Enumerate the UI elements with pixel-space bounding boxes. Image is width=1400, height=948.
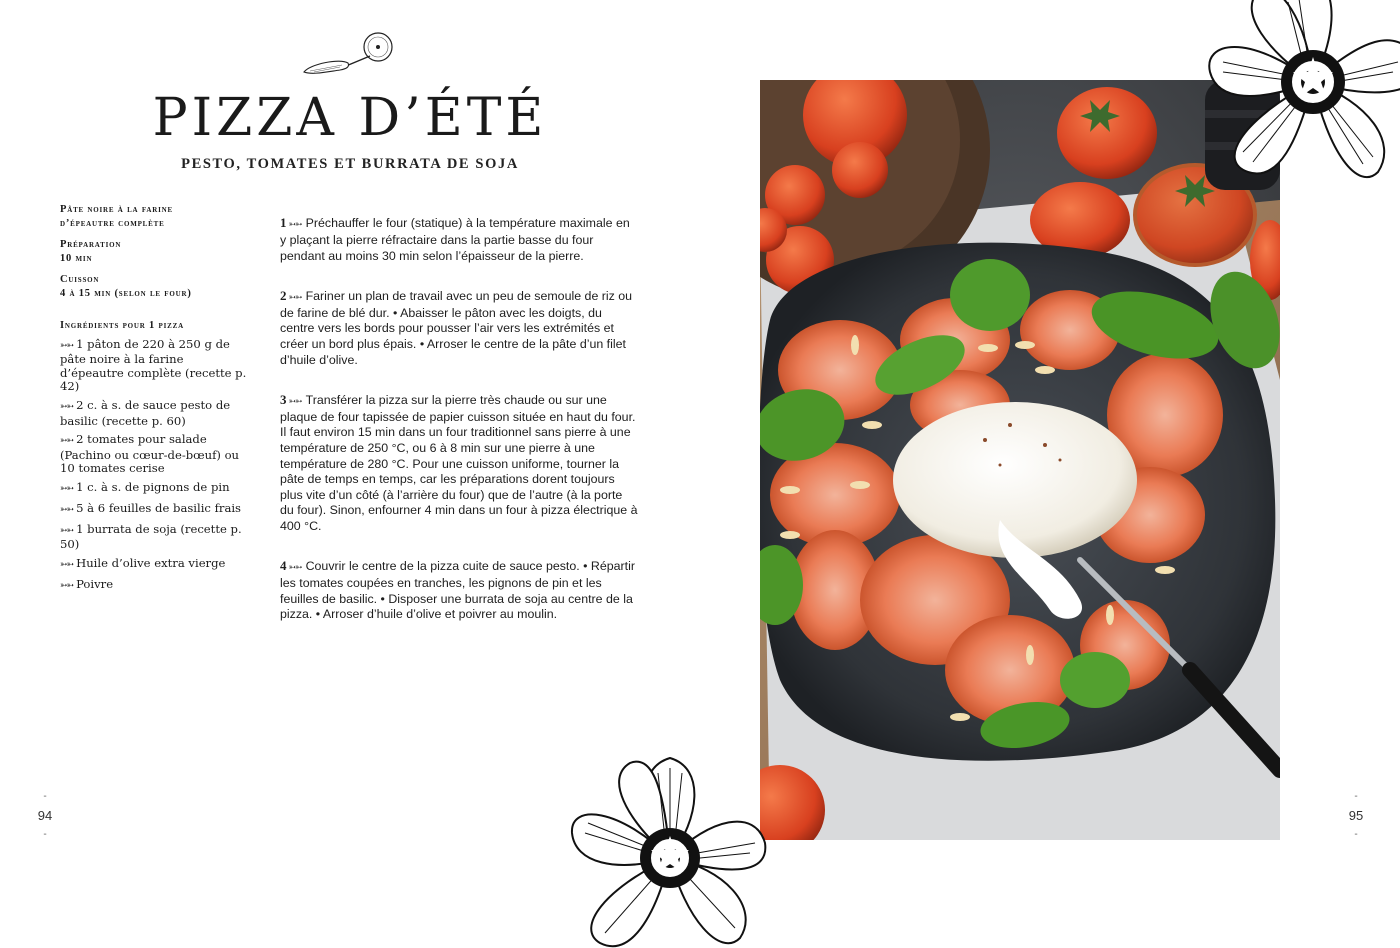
dough-label-continued: d’épeautre complète bbox=[60, 218, 165, 229]
ingredient-item: ➳➳ 1 c. à s. de pignons de pin bbox=[60, 480, 230, 495]
pizza-cutter-icon bbox=[300, 30, 400, 78]
ingredient-item: ➳➳ 5 à 6 feuilles de basilic frais bbox=[60, 501, 242, 516]
double-arrow-icon: ➳➳ bbox=[288, 396, 302, 407]
prep-time: 10 min bbox=[60, 253, 93, 264]
step-2: 2 ➳➳ Fariner un plan de travail avec un peu de semoule de riz ou de farine de blé dur. • Abaisser le pâton avec les doigts, du centre vers les bords pour pousser l’air vers les extrémités et créer un bord plus épais. • Arroser le centre de la pâte d’un filet d’huile d’olive. bbox=[280, 288, 633, 367]
ingredient-item: ➳➳ Poivre bbox=[60, 577, 114, 592]
flower-illustration-top bbox=[1198, 0, 1400, 192]
double-arrow-icon: ➳➳ bbox=[288, 562, 302, 573]
ingredient-list bbox=[60, 338, 250, 594]
step-1: 1 ➳➳ Préchauffer le four (statique) à la température maximale en y plaçant la pierre réfractaire dans la partie basse du four pendant au moins 30 min selon l’épaisseur de la pierre. bbox=[280, 215, 630, 263]
double-arrow-icon: ➳➳ bbox=[60, 402, 74, 413]
double-arrow-icon: ➳➳ bbox=[60, 525, 74, 536]
recipe-title: PIZZA D’ÉTÉ bbox=[152, 88, 548, 148]
double-arrow-icon: ➳➳ bbox=[60, 581, 74, 592]
recipe-sidebar bbox=[60, 203, 250, 599]
ingredients-title: Ingrédients pour 1 pizza bbox=[60, 320, 184, 331]
pizza-photo bbox=[760, 80, 1280, 840]
recipe-steps bbox=[280, 203, 638, 647]
double-arrow-icon: ➳➳ bbox=[288, 292, 302, 303]
double-arrow-icon: ➳➳ bbox=[60, 505, 74, 516]
page-number-left: - 94 - bbox=[37, 791, 53, 840]
step-4: 4 ➳➳ Couvrir le centre de la pizza cuite de sauce pesto. • Répartir les tomates coupées en tranches, les pignons de pin et les feuilles de basilic. • Disposer une burrata de soja au centre de la pizza. • Arroser d’huile d’olive et poivrer au moulin. bbox=[280, 558, 636, 622]
ingredient-item: ➳➳ 1 burrata de soja (recette p. 50) bbox=[60, 521, 242, 552]
cook-label: Cuisson bbox=[60, 274, 100, 285]
page-number-right: - 95 - bbox=[1348, 791, 1364, 840]
double-arrow-icon: ➳➳ bbox=[60, 436, 74, 447]
double-arrow-icon: ➳➳ bbox=[60, 484, 74, 495]
ingredient-item: ➳➳ Huile d’olive extra vierge bbox=[60, 556, 226, 571]
prep-label: Préparation bbox=[60, 239, 122, 250]
recipe-subtitle: PESTO, TOMATES ET BURRATA DE SOJA bbox=[181, 156, 519, 172]
double-arrow-icon: ➳➳ bbox=[60, 560, 74, 571]
step-3: 3 ➳➳ Transférer la pizza sur la pierre très chaude ou sur une plaque de four tapissée de papier cuisson située en haut du four. Il faut environ 15 min dans un four traditionnel sans pierre à une température de 250 °C, ou 6 à 8 min sur une pierre à une température de 280 °C. Pour une cuisson uniforme, tourner la pâte de temps en temps, car les préparations dorent toujours plus vite d’un côté (à l’arrière du four) que de l’autre (à la porte du four). Sinon, enfourner 4 min dans un four à pizza électrique à 400 °C. bbox=[280, 392, 638, 533]
ingredient-item: ➳➳ 1 pâton de 220 à 250 g de pâte noire à la farine d’épeautre complète (recette p. 42) bbox=[60, 337, 247, 394]
flower-illustration-bottom bbox=[560, 748, 780, 948]
dough-label: Pâte noire à la farine bbox=[60, 204, 173, 215]
ingredient-item: ➳➳ 2 tomates pour salade (Pachino ou cœur-de-bœuf) ou 10 tomates cerise bbox=[60, 432, 240, 476]
double-arrow-icon: ➳➳ bbox=[288, 219, 302, 230]
double-arrow-icon: ➳➳ bbox=[60, 341, 74, 351]
cook-time: 4 à 15 min (selon le four) bbox=[60, 288, 192, 299]
ingredient-item: ➳➳ 2 c. à s. de sauce pesto de basilic (recette p. 60) bbox=[60, 398, 231, 428]
